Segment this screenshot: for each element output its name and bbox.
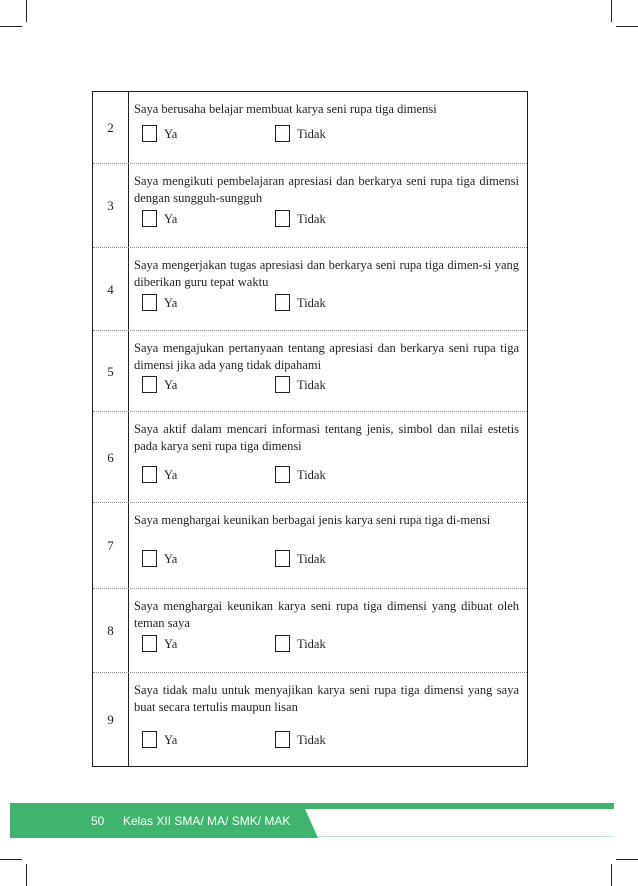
option-no-label: Tidak <box>297 552 326 566</box>
item-number: 4 <box>107 281 114 297</box>
item-statement: Saya berusaha belajar membuat karya seni rupa tiga dimensi <box>134 102 437 116</box>
crop-mark <box>26 0 27 22</box>
checkbox-no[interactable] <box>275 466 290 483</box>
option-yes-label: Ya <box>164 637 178 651</box>
checkbox-no[interactable] <box>275 376 290 393</box>
item-statement: Saya menghargai keunikan berbagai jenis karya seni rupa tiga di-mensi <box>134 513 491 527</box>
item-number: 5 <box>107 363 114 379</box>
item-number: 9 <box>107 712 114 727</box>
crop-mark <box>611 0 612 22</box>
option-no-label: Tidak <box>297 378 326 392</box>
option-yes-label: Ya <box>164 212 178 226</box>
checkbox-no[interactable] <box>275 635 290 652</box>
checkbox-no[interactable] <box>275 294 290 311</box>
option-yes-label: Ya <box>164 552 178 566</box>
item-number: 8 <box>107 623 114 638</box>
item-statement: Saya aktif dalam mencari informasi tentang jenis, simbol dan nilai estetis pada karya seni rupa tiga dimensi <box>134 422 519 453</box>
crop-mark <box>0 26 22 27</box>
checkbox-yes[interactable] <box>142 550 157 567</box>
crop-mark <box>616 859 638 860</box>
table-row <box>93 331 527 412</box>
table-row <box>93 92 527 164</box>
option-no-label: Tidak <box>297 296 326 310</box>
footer-band <box>10 803 614 809</box>
checkbox-yes[interactable] <box>142 294 157 311</box>
item-statement: Saya menghargai keunikan karya seni rupa tiga dimensi yang dibuat oleh teman saya <box>134 599 519 630</box>
table-row <box>93 164 527 248</box>
checkbox-yes[interactable] <box>142 731 157 748</box>
table-row <box>93 248 527 331</box>
checkbox-yes[interactable] <box>142 376 157 393</box>
option-yes-label: Ya <box>164 468 178 482</box>
checkbox-no[interactable] <box>275 731 290 748</box>
option-no-label: Tidak <box>297 733 326 747</box>
footer-divider <box>318 836 614 837</box>
option-yes-label: Ya <box>164 733 178 747</box>
page-number: 50 <box>91 814 105 828</box>
option-no-label: Tidak <box>297 212 326 226</box>
checkbox-no[interactable] <box>275 550 290 567</box>
crop-mark <box>616 26 638 27</box>
checkbox-no[interactable] <box>275 125 290 142</box>
option-no-label: Tidak <box>297 637 326 651</box>
checkbox-no[interactable] <box>275 210 290 227</box>
option-no-label: Tidak <box>297 127 326 141</box>
crop-mark <box>611 864 612 886</box>
item-number: 3 <box>107 198 114 213</box>
item-number: 2 <box>107 120 114 135</box>
item-number: 7 <box>107 538 114 553</box>
book-title: Kelas XII SMA/ MA/ SMK/ MAK <box>123 814 291 828</box>
item-statement: Saya mengikuti pembelajaran apresiasi dan berkarya seni rupa tiga dimensi dengan sungguh-sungguh <box>134 174 519 205</box>
table-row <box>93 673 527 767</box>
option-no-label: Tidak <box>297 468 326 482</box>
crop-mark <box>26 864 27 886</box>
option-yes-label: Ya <box>164 378 178 392</box>
item-number: 6 <box>107 449 114 465</box>
checkbox-yes[interactable] <box>142 635 157 652</box>
checkbox-yes[interactable] <box>142 125 157 142</box>
item-statement: Saya mengerjakan tugas apresiasi dan berkarya seni rupa tiga dimen-si yang diberikan guru tepat waktu <box>134 258 519 289</box>
checkbox-yes[interactable] <box>142 466 157 483</box>
checkbox-yes[interactable] <box>142 210 157 227</box>
table-row <box>93 503 527 589</box>
option-yes-label: Ya <box>164 296 178 310</box>
questionnaire-table <box>92 91 528 767</box>
table-row <box>93 412 527 503</box>
item-statement: Saya mengajukan pertanyaan tentang apresiasi dan berkarya seni rupa tiga dimensi jika ada yang tidak dipahami <box>134 341 519 372</box>
crop-mark <box>0 859 22 860</box>
table-row <box>93 589 527 673</box>
option-yes-label: Ya <box>164 127 178 141</box>
item-statement: Saya tidak malu untuk menyajikan karya seni rupa tiga dimensi yang saya buat secara tertulis maupun lisan <box>134 683 519 714</box>
